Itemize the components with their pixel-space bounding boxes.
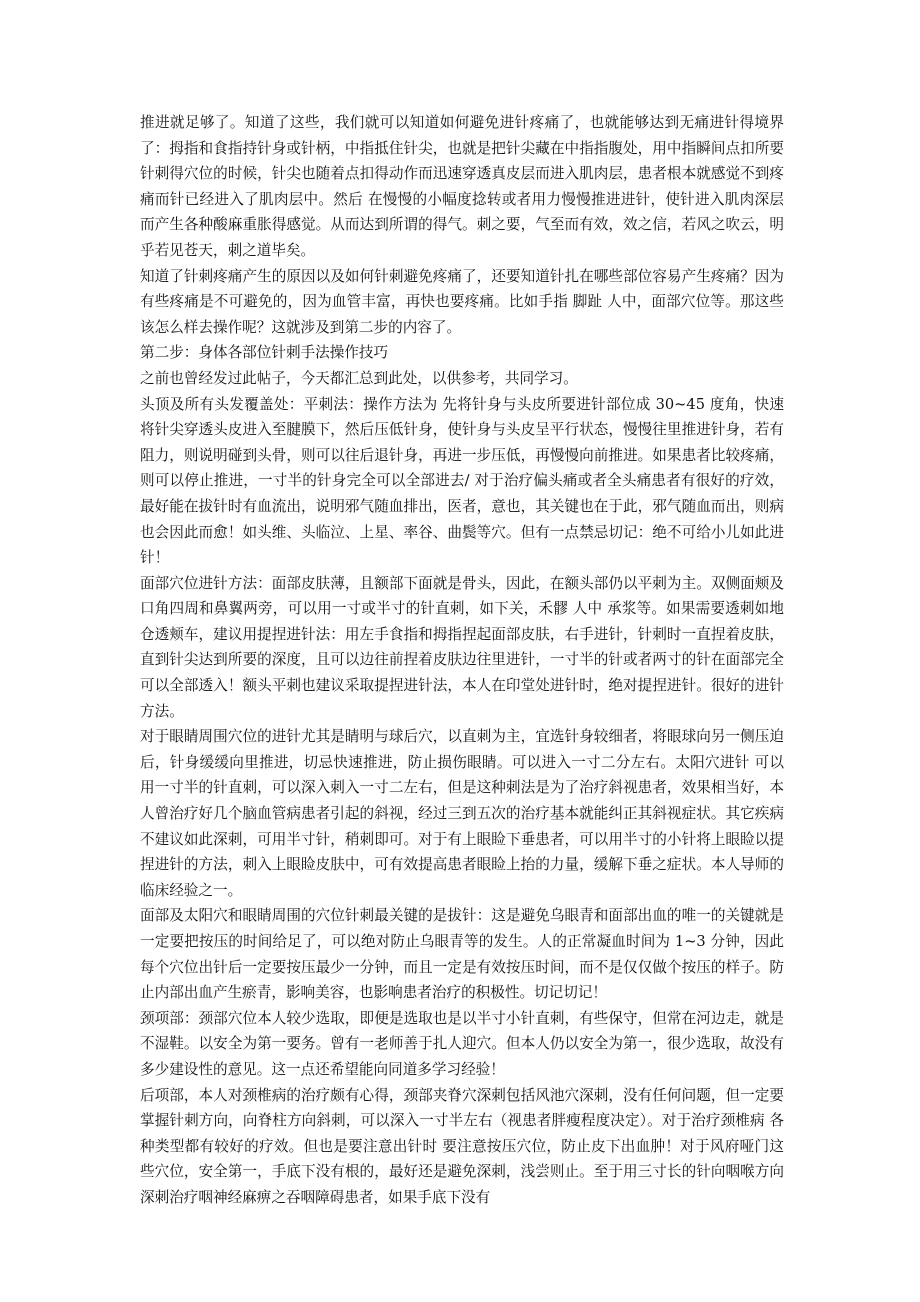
paragraph-face-technique: 面部穴位进针方法：面部皮肤薄，且额部下面就是骨头，因此，在额头部仍以平刺为主。双侧面颊及口角四周和鼻翼两旁，可以用一寸或半寸的针直刺，如下关，禾髎 人中 承浆等。如果需要透刺如地仓透颊车，建议用提捏进针法：用左手食指和拇指捏起面部皮肤，右手进针，针刺时一直捏着皮肤，直到针尖达到所要的深度，且可以边往前捏着皮肤边往里进针，一寸半的针或者两寸的针在面部完全可以全部透入！额头平刺也建议采取提捏进针法，本人在印堂处进针时，绝对提捏进针。很好的进针方法。 bbox=[140, 574, 784, 720]
paragraph-neck-back: 后项部，本人对颈椎病的治疗颇有心得，颈部夹脊穴深刺包括风池穴深刺，没有任何问题，但一定要掌握针刺方向，向脊柱方向斜刺，可以深入一寸半左右（视患者胖瘦程度决定）。对于治疗颈椎病 各种类型都有较好的疗效。但也是要注意出针时 要注意按压穴位，防止皮下出血肿！对于风府哑门这些穴位，安全第一，手底下没有根的，最好还是避免深刺，浅尝则止。至于用三寸长的针向咽喉方向深刺治疗咽神经麻痹之吞咽障碍患者，如果手底下没有 bbox=[140, 1086, 784, 1206]
paragraph-painless-needling: 推进就足够了。知道了这些，我们就可以知道如何避免进针疼痛了，也就能够达到无痛进针得境界了：拇指和食指持针身或针柄，中指抵住针尖，也就是把针尖藏在中指指腹处，用中指瞬间点扣所要针刺得穴位的时候，针尖也随着点扣得动作而迅速穿透真皮层而进入肌肉层，患者根本就感觉不到疼痛而针已经进入了肌肉层中。然后 在慢慢的小幅度捻转或者用力慢慢推进进针，使针进入肌肉深层而产生各种酸麻重胀得感觉。从而达到所谓的得气。刺之要，气至而有效，效之信，若风之吹云，明乎若见苍天，刺之道毕矣。 bbox=[140, 114, 784, 259]
document-page bbox=[140, 110, 784, 1211]
paragraph-neck-front: 颈项部：颈部穴位本人较少选取，即便是选取也是以半寸小针直刺，有些保守，但常在河边走，就是不湿鞋。以安全为第一要务。曾有一老师善于扎人迎穴。但本人仍以安全为第一，很少选取，故没有多少建设性的意见。这一点还希望能向同道多学习经验！ bbox=[140, 1009, 784, 1078]
section-heading-step-two: 第二步：身体各部位针刺手法操作技巧 bbox=[140, 344, 389, 362]
paragraph-eye-technique: 对于眼睛周围穴位的进针尤其是睛明与球后穴，以直刺为主，宜选针身较细者，将眼球向另一侧压迫后，针身缓缓向里推进，切忌快速推进，防止损伤眼睛。可以进入一寸二分左右。太阳穴进针 可以用一寸半的针直刺，可以深入刺入一寸二左右，但是这种刺法是为了治疗斜视患者，效果相当好，本人曾治疗好几个脑血管病患者引起的斜视，经过三到五次的治疗基本就能纠正其斜视症状。其它疾病不建议如此深刺，可用半寸针，稍刺即可。对于有上眼睑下垂患者，可以用半寸的小针将上眼睑以提捏进针的方法，刺入上眼睑皮肤中，可有效提高患者眼睑上抬的力量，缓解下垂之症状。本人导师的临床经验之一。 bbox=[140, 728, 784, 899]
paragraph-intro-note: 之前也曾经发过此帖子，今天都汇总到此处，以供参考，共同学习。 bbox=[140, 369, 578, 387]
paragraph-needle-withdrawal: 面部及太阳穴和眼睛周围的穴位针刺最关键的是拔针：这是避免乌眼青和面部出血的唯一的关键就是一定要把按压的时间给足了，可以绝对防止乌眼青等的发生。人的正常凝血时间为 1~3 分钟，因此每个穴位出针后一定要按压最少一分钟，而且一定是有效按压时间，而不是仅仅做个按压的样子。防止内部出血产生瘀青，影响美容，也影响患者治疗的积极性。切记切记！ bbox=[140, 907, 784, 1002]
paragraph-pain-sites: 知道了针刺疼痛产生的原因以及如何针刺避免疼痛了，还要知道针扎在哪些部位容易产生疼痛？因为有些疼痛是不可避免的，因为血管丰富，再快也要疼痛。比如手指 脚趾 人中，面部穴位等。那这些该怎么样去操作呢？这就涉及到第二步的内容了。 bbox=[140, 267, 784, 336]
paragraph-scalp-technique: 头顶及所有头发覆盖处：平刺法：操作方法为 先将针身与头皮所要进针部位成 30~45 度角，快速将针尖穿透头皮进入至腱膜下，然后压低针身，使针身与头皮呈平行状态，慢慢往里推进针身，若有阻力，则说明碰到头骨，则可以往后退针身，再进一步压低，再慢慢向前推进。如果患者比较疼痛，则可以停止推进，一寸半的针身完全可以全部进去/ 对于治疗偏头痛或者全头痛患者有很好的疗效，最好能在拔针时有血流出，说明邪气随血排出，医者，意也，其关键也在于此，邪气随血而出，则病也会因此而愈！如头维、头临泣、上星、率谷、曲鬓等穴。但有一点禁忌切记：绝不可给小儿如此进针！ bbox=[140, 395, 784, 567]
